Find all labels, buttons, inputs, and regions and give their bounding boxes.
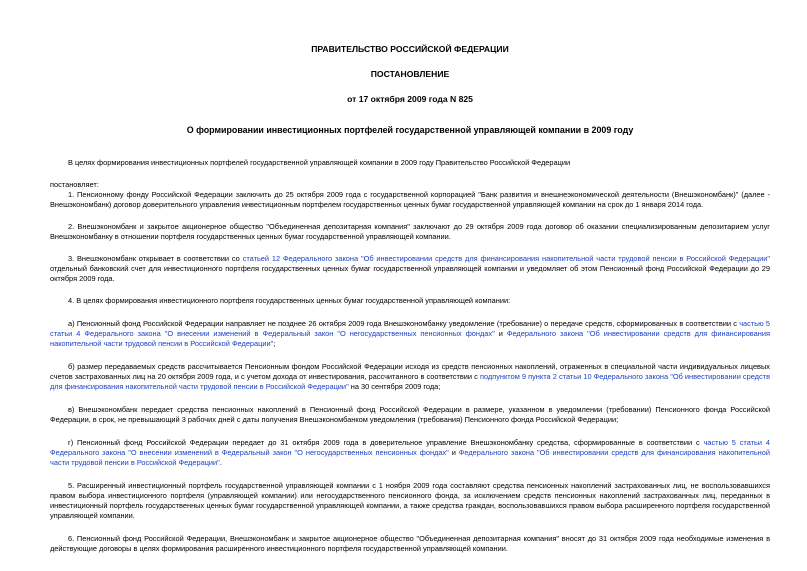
link-subparagraph-9[interactable]: подпунктом 9 пункта 2 статьи 10 Федерального закона "Об инвестировании средств для финансирования накопительной части трудовой пенсии в Российской Федерации": [50, 372, 770, 391]
government-header: ПРАВИТЕЛЬСТВО РОССИЙСКОЙ ФЕДЕРАЦИИ: [311, 44, 509, 54]
paragraph-4a-text-c: ;: [273, 339, 276, 348]
paragraph-1: 1. Пенсионному фонду Российской Федерации заключить до 25 октября 2009 года с государственной корпорацией "Банк развития и внешнеэкономической деятельности (Внешэкономбанк)" (далее - Внешэкономбанк) договор доверительного управления инвестиционным портфелем государственных ценных бумаг государственной управляющей компании на срок до 1 января 2014 года.: [50, 190, 770, 209]
paragraph-4: 4. В целях формирования инвестиционного портфеля государственных ценных бумаг государственной управляющей компании:: [68, 296, 511, 305]
intro-paragraph: В целях формирования инвестиционных портфелей государственной управляющей компании в 2009 году Правительство Российской Федерации: [68, 158, 571, 167]
document-page: [50, 44, 770, 554]
paragraph-6: 6. Пенсионный фонд Российской Федерации, Внешэкономбанк и закрытое акционерное общество "Объединенная депозитарная компания" вносят до 31 октября 2009 года необходимые изменения в действующие договоры в целях формирования расширенного инвестиционного портфеля государственной управляющей компании.: [50, 534, 770, 553]
paragraph-4b: [50, 362, 770, 392]
paragraph-4g-text-b: и: [448, 448, 459, 457]
paragraph-2: 2. Внешэкономбанк и закрытое акционерное общество "Объединенная депозитарная компания" заключают до 29 октября 2009 года договор об оказании специализированным депозитарием услуг Внешэкономбанку в отношении портфеля государственных ценных бумаг государственной управляющей компании.: [50, 222, 770, 241]
link-part5-art4-law-2[interactable]: частью 5 статьи 4 Федерального закона "О внесении изменений в Федеральный закон "О негосударственных пенсионных фондах": [50, 438, 770, 457]
paragraph-3-text-a: 3. Внешэкономбанк открывает в соответствии со: [68, 254, 243, 263]
paragraph-4b-text-a: б) размер передаваемых средств рассчитывается Пенсионным фондом Российской Федерации исходя из средств пенсионных накоплений, отраженных в специальной части индивидуальных лицевых счетов застрахованных лиц на 20 октября 2009 года, и с учетом дохода от инвестирования, рассчитанного в соответствии с: [50, 362, 770, 381]
paragraph-5: 5. Расширенный инвестиционный портфель государственной управляющей компании с 1 ноября 2009 года составляют средства пенсионных накоплений застрахованных лиц, не воспользовавшихся правом выбора инвестиционного портфеля (управляющей компании) или негосударственного пенсионного фонда, за исключением средств пенсионных накоплений застрахованных лиц, переданных в инвестиционный портфель государственных ценных бумаг государственной управляющей компании, а также средства граждан, воспользовавшихся правом выбора расширенного портфеля государственной управляющей компании.: [50, 481, 770, 520]
paragraph-3-text-b: отдельный банковский счет для инвестиционного портфеля государственных ценных бумаг государственной управляющей компании и уведомляет об этом Пенсионный фонд Российской Федерации до 29 октября 2009 года.: [50, 264, 770, 283]
link-investment-law-2[interactable]: Федерального закона "Об инвестировании средств для финансирования накопительной части трудовой пенсии в Российской Федерации": [50, 448, 770, 467]
paragraph-4g-text-a: г) Пенсионный фонд Российской Федерации передает до 31 октября 2009 года в доверительное управление Внешэкономбанку средства, сформированные в соответствии с: [68, 438, 704, 447]
paragraph-4g-text-c: .: [219, 458, 222, 467]
paragraph-3: [50, 254, 770, 284]
paragraph-4v: в) Внешэкономбанк передает средства пенсионных накоплений в Пенсионный фонд Российской Федерации в размере, указанном в уведомлении (требовании) Пенсионного фонда Российской Федерации, в срок, не превышающий 3 рабочих дней с даты получения Внешэкономбанком уведомления (требования) Пенсионного фонда Российской Федерации;: [50, 405, 770, 424]
decree-word: постановляет:: [50, 180, 99, 189]
paragraph-4b-text-b: на 30 сентября 2009 года;: [348, 382, 441, 391]
document-date: от 17 октября 2009 года N 825: [347, 94, 473, 104]
paragraph-4g: [50, 438, 770, 468]
paragraph-4a-text-b: и: [494, 329, 507, 338]
paragraph-4a-text-a: а) Пенсионный фонд Российской Федерации направляет не позднее 26 октября 2009 года Внешэкономбанку уведомление (требование) о передаче средств, сформированных в соответствии с: [68, 319, 740, 328]
link-investment-law[interactable]: Федерального закона "Об инвестировании средств для финансирования накопительной части трудовой пенсии в Российской Федерации": [50, 329, 770, 348]
document-title: О формировании инвестиционных портфелей государственной управляющей компании в 2009 году: [186, 125, 634, 135]
link-part5-art4-law[interactable]: частью 5 статьи 4 Федерального закона "О внесении изменений в Федеральный закон "О негосударственных пенсионных фондах": [50, 319, 770, 338]
link-article-12[interactable]: статьей 12 Федерального закона "Об инвестировании средств для финансирования накопительной части трудовой пенсии в Российской Федерации": [242, 254, 770, 263]
paragraph-4a: [50, 319, 770, 349]
document-type: ПОСТАНОВЛЕНИЕ: [370, 69, 450, 79]
